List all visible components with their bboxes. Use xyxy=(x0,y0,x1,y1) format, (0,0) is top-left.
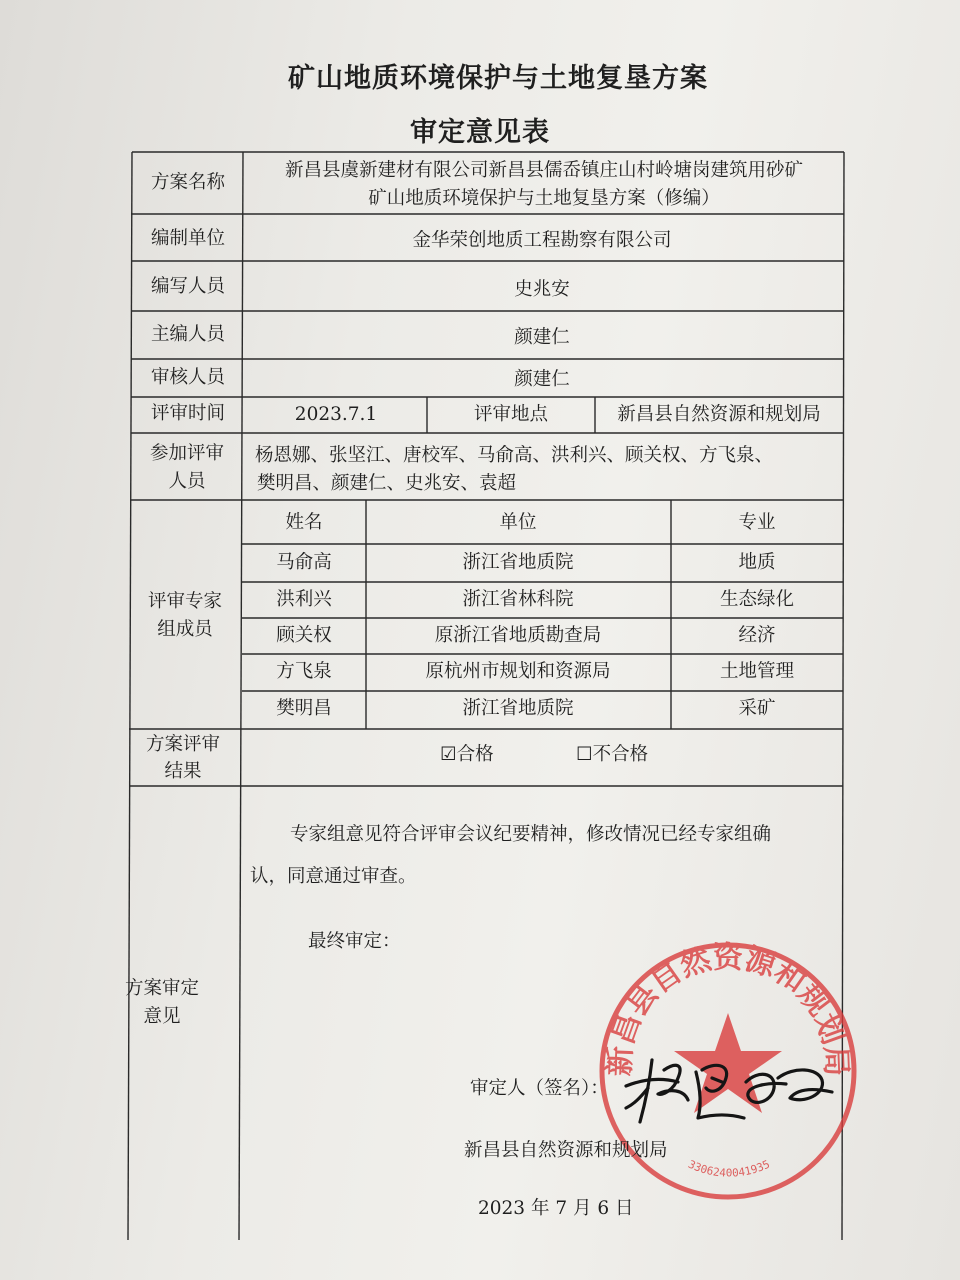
plan-name-line1: 新昌县虞新建材有限公司新昌县儒岙镇庄山村岭塘岗建筑用砂矿 xyxy=(284,160,804,181)
expert-name: 顾关权 xyxy=(276,625,332,646)
opinion-paragraph-line1: 专家组意见符合评审会议纪要精神，修改情况已经专家组确 xyxy=(290,824,772,845)
experts-label-1: 评审专家 xyxy=(147,591,223,612)
document-title: 矿山地质环境保护与土地复垦方案 xyxy=(288,63,708,94)
chief-editor-value: 颜建仁 xyxy=(514,327,570,348)
review-place-value: 新昌县自然资源和规划局 xyxy=(617,404,821,425)
compile-unit-value: 金华荣创地质工程勘察有限公司 xyxy=(412,230,672,251)
review-time-label: 评审时间 xyxy=(150,403,226,424)
opinion-paragraph-line2: 认，同意通过审查。 xyxy=(250,866,417,887)
handwritten-signature xyxy=(618,1048,838,1128)
result-fail-checkbox: ☐不合格 xyxy=(576,744,649,765)
expert-major: 经济 xyxy=(738,625,776,646)
expert-unit: 浙江省地质院 xyxy=(462,552,574,573)
expert-header-unit: 单位 xyxy=(499,512,537,533)
participants-line2: 樊明昌、颜建仁、史兆安、袁超 xyxy=(257,473,517,494)
expert-name: 方飞泉 xyxy=(276,661,332,682)
experts-label-2: 组成员 xyxy=(157,619,213,640)
expert-unit: 原浙江省地质勘查局 xyxy=(434,625,602,646)
expert-major: 生态绿化 xyxy=(719,589,795,610)
signer-label: 审定人（签名）： xyxy=(470,1078,609,1099)
document-subtitle: 审定意见表 xyxy=(410,117,550,148)
review-time-value: 2023.7.1 xyxy=(294,404,378,425)
seal-code: 3306240041935 xyxy=(686,1157,772,1180)
expert-unit: 浙江省地质院 xyxy=(462,698,574,719)
final-approval-label: 最终审定： xyxy=(308,931,401,952)
expert-major: 采矿 xyxy=(738,698,776,719)
approving-organization: 新昌县自然资源和规划局 xyxy=(464,1140,668,1161)
result-label-2: 结果 xyxy=(164,761,202,782)
expert-header-major: 专业 xyxy=(738,512,776,533)
expert-name: 樊明昌 xyxy=(276,698,332,719)
participants-label-2: 人员 xyxy=(168,471,206,492)
chief-editor-label: 主编人员 xyxy=(150,324,226,345)
writer-label: 编写人员 xyxy=(150,276,226,297)
participants-label-1: 参加评审 xyxy=(149,443,225,464)
expert-name: 洪利兴 xyxy=(276,589,332,610)
participants-line1: 杨恩娜、张坚江、唐校军、马俞高、洪利兴、顾关权、方飞泉、 xyxy=(255,445,774,466)
plan-name-line2: 矿山地质环境保护与土地复垦方案（修编） xyxy=(368,188,720,209)
expert-major: 土地管理 xyxy=(719,661,795,682)
reviewer-label: 审核人员 xyxy=(150,367,226,388)
result-label-1: 方案评审 xyxy=(145,734,221,755)
expert-unit: 原杭州市规划和资源局 xyxy=(425,661,611,682)
reviewer-value: 颜建仁 xyxy=(514,369,570,390)
plan-name-label: 方案名称 xyxy=(150,172,226,193)
seal-text: 新昌县自然资源和规划局 xyxy=(602,940,854,1077)
expert-header-name: 姓名 xyxy=(285,512,323,533)
svg-text:3306240041935 xyxy=(686,1158,772,1180)
opinion-label-2: 意见 xyxy=(143,1006,181,1027)
approval-date: 2023 年 7 月 6 日 xyxy=(478,1198,634,1219)
result-pass-checkbox: ☑合格 xyxy=(440,744,494,765)
expert-major: 地质 xyxy=(738,552,776,573)
review-place-label: 评审地点 xyxy=(473,404,549,425)
opinion-label-1: 方案审定 xyxy=(124,978,200,999)
compile-unit-label: 编制单位 xyxy=(150,228,226,249)
expert-name: 马俞高 xyxy=(276,552,332,573)
writer-value: 史兆安 xyxy=(514,279,570,300)
expert-unit: 浙江省林科院 xyxy=(462,589,574,610)
